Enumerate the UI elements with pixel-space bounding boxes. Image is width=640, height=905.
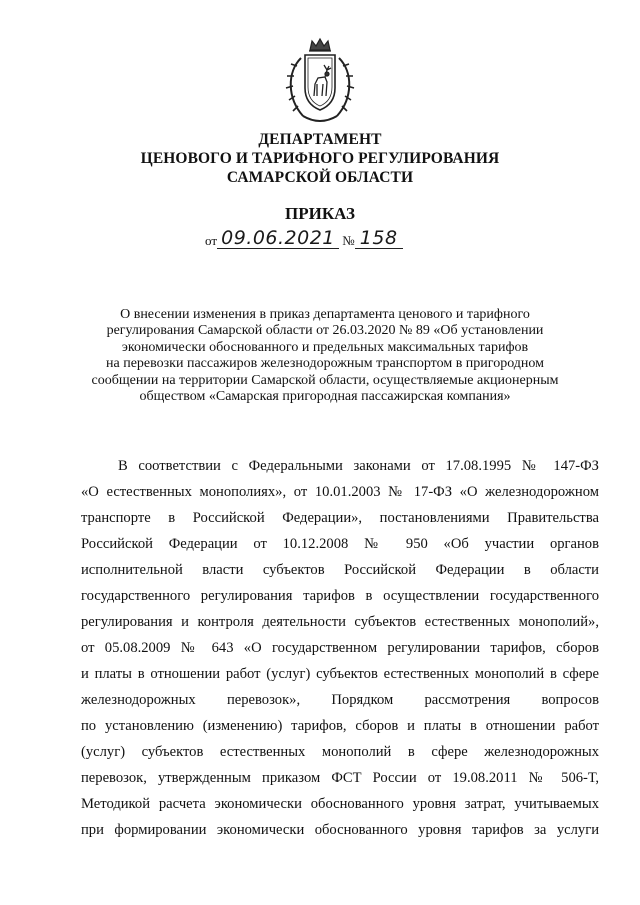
subject-line: экономически обоснованного и предельных максимальных тарифов (121, 339, 529, 355)
subject-line: регулирования Самарской области от 26.03.2020 № 89 «Об установлении (106, 323, 544, 339)
document-type-title: ПРИКАЗ (285, 204, 355, 223)
body-line: Методикой расчета экономически обоснованного уровня затрат, учитываемых (81, 796, 599, 812)
header-line-2: ЦЕНОВОГО И ТАРИФНОГО РЕГУЛИРОВАНИЯ (140, 150, 500, 167)
body-line: В соответствии с Федеральными законами от 17.08.1995 № 147-ФЗ (118, 458, 599, 474)
body-line: железнодорожных перевозок», Порядком рассмотрения вопросов (81, 692, 599, 708)
order-body (81, 453, 599, 843)
body-line: исполнительной власти субъектов Российской Федерации в области (81, 562, 599, 578)
body-line: и платы в отношении работ (услуг) субъектов естественных монополий в сфере (81, 666, 599, 682)
body-line: (услуг) субъектов естественных монополий в сфере железнодорожных (81, 744, 599, 760)
subject-line: сообщении на территории Самарской области, осуществляемые акционерным (91, 372, 559, 388)
date-prefix: от (205, 233, 218, 248)
body-line: регулирования и контроля деятельности субъектов естественных монополий», (81, 614, 599, 630)
body-line: по установлению (изменению) тарифов, сборов и платы в отношении работ (81, 718, 599, 734)
body-line: перевозок, утвержденным приказом ФСТ России от 19.08.2011 № 506-Т, (81, 770, 599, 786)
body-line: «О естественных монополиях», от 10.01.2003 № 17-ФЗ «О железнодорожном (81, 484, 599, 500)
order-number: 158 (355, 228, 403, 249)
body-line: от 05.08.2009 № 643 «О государственном регулировании тарифов, сборов (81, 640, 599, 656)
subject-line: на перевозки пассажиров железнодорожным транспортом в пригородном (106, 356, 544, 372)
number-prefix: № (342, 233, 355, 248)
order-subject (80, 307, 570, 405)
coat-of-arms-emblem (281, 36, 359, 128)
body-line: при формировании экономически обоснованного уровня тарифов за услуги (81, 822, 599, 838)
body-line: транспорте в Российской Федерации», постановлениями Правительства (81, 510, 599, 526)
body-line: Российской Федерации от 10.12.2008 № 950 «Об участии органов (81, 536, 599, 552)
body-line: государственного регулирования тарифов в осуществлении государственного (81, 588, 599, 604)
header-line-1: ДЕПАРТАМЕНТ (258, 131, 382, 148)
order-date-number (205, 228, 403, 249)
subject-line: обществом «Самарская пригородная пассажирская компания» (139, 389, 511, 405)
order-date: 09.06.2021 (217, 228, 339, 249)
subject-line: О внесении изменения в приказ департамента ценового и тарифного (120, 307, 530, 322)
header-line-3: САМАРСКОЙ ОБЛАСТИ (226, 169, 414, 186)
